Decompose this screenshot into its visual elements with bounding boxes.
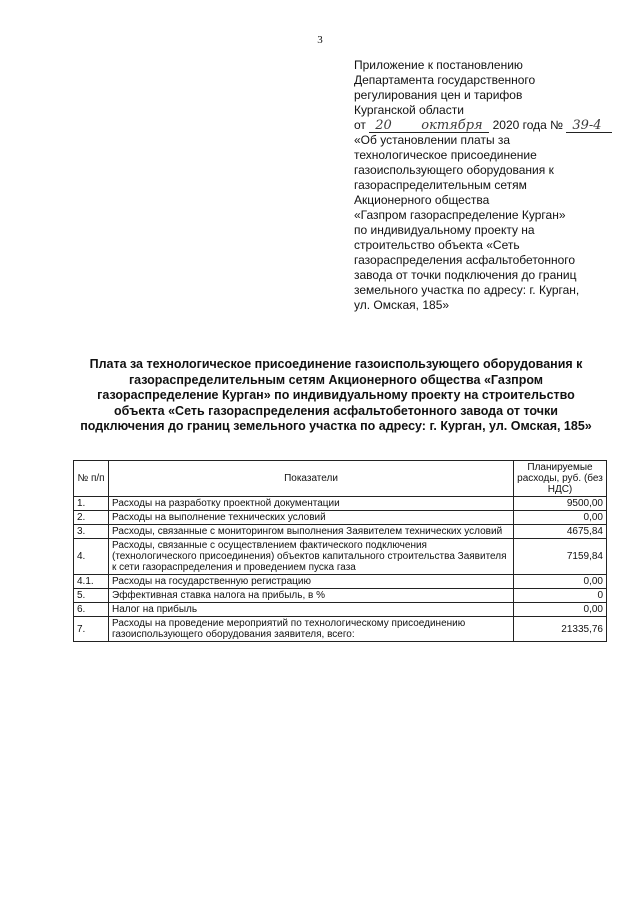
row-indicator: Эффективная ставка налога на прибыль, в % xyxy=(109,589,514,603)
resolution-title-line: газораспределения асфальтобетонного xyxy=(354,253,576,267)
row-num: 6. xyxy=(74,603,109,617)
resolution-title-line: технологическое присоединение xyxy=(354,148,537,162)
resolution-title-line: ул. Омская, 185» xyxy=(354,298,450,312)
resolution-title-line: завода от точки подключения до границ xyxy=(354,268,577,282)
handwritten-day: 20 xyxy=(369,120,415,133)
row-num: 2. xyxy=(74,511,109,525)
page-number: 3 xyxy=(317,34,323,46)
row-value: 0,00 xyxy=(514,511,607,525)
table-row xyxy=(74,511,607,525)
appendix-line: Курганской области xyxy=(354,103,464,117)
row-value: 0,00 xyxy=(514,603,607,617)
row-value: 9500,00 xyxy=(514,497,607,511)
handwritten-month: октября xyxy=(415,120,489,133)
row-indicator: Расходы, связанные с мониторингом выполнения Заявителем технических условий xyxy=(109,525,514,539)
heading-line: подключения до границ земельного участка по адресу: г. Курган, ул. Омская, 185» xyxy=(80,419,592,433)
header-indicator: Показатели xyxy=(109,461,514,497)
row-num: 4. xyxy=(74,539,109,575)
resolution-title-line: Акционерного общества xyxy=(354,193,490,207)
table-row xyxy=(74,497,607,511)
row-num: 3. xyxy=(74,525,109,539)
row-indicator: Налог на прибыль xyxy=(109,603,514,617)
resolution-title-line: земельного участка по адресу: г. Курган, xyxy=(354,283,580,297)
fees-table xyxy=(73,460,607,642)
resolution-title-line: по индивидуальному проекту на xyxy=(354,223,535,237)
resolution-date-line xyxy=(354,118,616,133)
row-value: 7159,84 xyxy=(514,539,607,575)
header-num: № п/п xyxy=(74,461,109,497)
row-value: 21335,76 xyxy=(514,617,607,642)
table-row xyxy=(74,539,607,575)
table-row xyxy=(74,525,607,539)
handwritten-resolution-number: 39-4 xyxy=(566,120,612,133)
row-num: 4.1. xyxy=(74,575,109,589)
appendix-line: регулирования цен и тарифов xyxy=(354,88,523,102)
year-text: 2020 года № xyxy=(492,118,564,132)
appendix-line: Приложение к постановлению xyxy=(354,58,523,72)
appendix-block xyxy=(354,58,616,313)
heading-line: газораспределительным сетям Акционерного общества «Газпром xyxy=(128,372,544,387)
document-heading xyxy=(66,357,606,435)
from-word: от xyxy=(354,118,366,132)
table-row xyxy=(74,603,607,617)
heading-line: газораспределение Курган» по индивидуальному проекту на строительство xyxy=(97,388,575,402)
resolution-title-line: газоиспользующего оборудования к xyxy=(354,163,554,177)
row-num: 7. xyxy=(74,617,109,642)
header-planned-cost: Планируемые расходы, руб. (без НДС) xyxy=(514,461,607,497)
table-header-row xyxy=(74,461,607,497)
row-indicator: Расходы на разработку проектной документации xyxy=(109,497,514,511)
row-indicator: Расходы, связанные с осуществлением фактического подключения (технологического присоединения) объектов капитального строительства Заявителя к сети газораспределения и проведением пуска газа xyxy=(109,539,514,575)
resolution-title-line: газораспределительным сетям xyxy=(354,178,527,192)
row-value: 0,00 xyxy=(514,575,607,589)
row-value: 4675,84 xyxy=(514,525,607,539)
heading-line: объекта «Сеть газораспределения асфальтобетонного завода от точки xyxy=(114,403,558,418)
table-row xyxy=(74,589,607,603)
row-indicator: Расходы на проведение мероприятий по технологическому присоединению газоиспользующего оборудования заявителя, всего: xyxy=(109,617,514,642)
row-num: 5. xyxy=(74,589,109,603)
row-value: 0 xyxy=(514,589,607,603)
row-indicator: Расходы на государственную регистрацию xyxy=(109,575,514,589)
resolution-title-line: строительство объекта «Сеть xyxy=(354,238,520,252)
table-row xyxy=(74,617,607,642)
resolution-title-line: «Газпром газораспределение Курган» xyxy=(354,208,566,222)
heading-line: Плата за технологическое присоединение газоиспользующего оборудования к xyxy=(89,357,583,371)
row-num: 1. xyxy=(74,497,109,511)
table-row xyxy=(74,575,607,589)
row-indicator: Расходы на выполнение технических условий xyxy=(109,511,514,525)
appendix-line: Департамента государственного xyxy=(354,73,536,87)
resolution-title-line: «Об установлении платы за xyxy=(354,133,511,147)
